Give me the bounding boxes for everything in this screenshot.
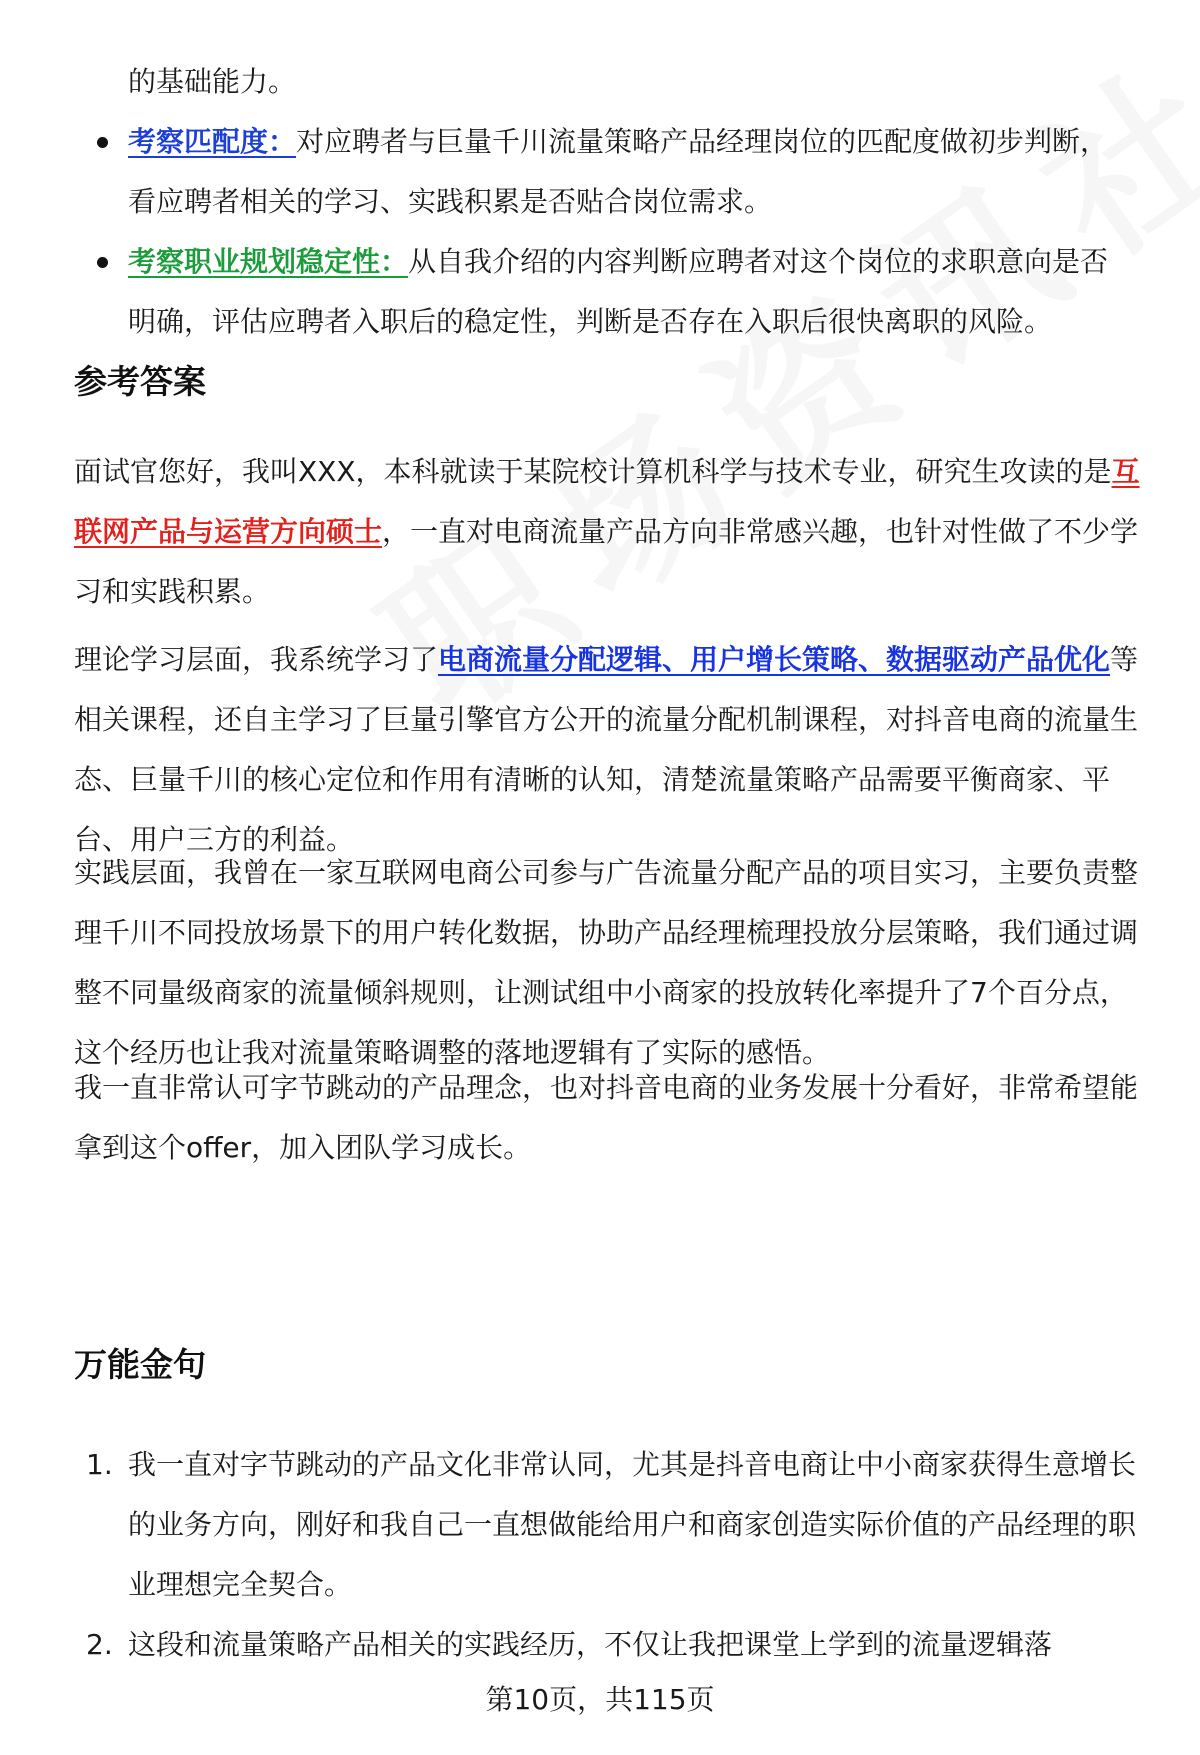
- list-number: 1.: [86, 1448, 113, 1481]
- previous-bullet-tail: 的基础能力。: [128, 65, 297, 98]
- answer-paragraph-closing: 我一直非常认可字节跳动的产品理念，也对抖音电商的业务发展十分看好，非常希望能拿到这个offer，加入团队学习成长。: [74, 1071, 1139, 1164]
- list-item: [74, 1615, 1149, 1675]
- paragraph-text: 理论学习层面，我系统学习了: [74, 643, 439, 676]
- list-item-text: 我一直对字节跳动的产品文化非常认同，尤其是抖音电商让中小商家获得生意增长的业务方向，刚好和我自己一直想做能给用户和商家创造实际价值的产品经理的职业理想完全契合。: [128, 1448, 1137, 1601]
- paragraph-text: 等相关课程，还自主学习了巨量引擎官方公开的流量分配机制课程，对抖音电商的流量生态、巨量千川的核心定位和作用有清晰的认知，清楚流量策略产品需要平衡商家、平台、用户三方的利益。: [74, 643, 1139, 856]
- paragraph-text: 面试官您好，我叫XXX，本科就读于某院校计算机科学与技术专业，研究生攻读的是: [74, 455, 1112, 488]
- highlight-courses: 电商流量分配逻辑、用户增长策略、数据驱动产品优化: [438, 643, 1111, 676]
- list-item: [74, 1435, 1149, 1615]
- answer-paragraph-intro: [74, 442, 1149, 622]
- answer-paragraph-practice: 实践层面，我曾在一家互联网电商公司参与广告流量分配产品的项目实习，主要负责整理千川不同投放场景下的用户转化数据，协助产品经理梳理投放分层策略，我们通过调整不同量级商家的流量倾斜规则，让测试组中小商家的投放转化率提升了7个百分点，这个经历也让我对流量策略调整的落地逻辑有了实际的感悟。: [74, 856, 1139, 1069]
- assessment-list: [74, 52, 1134, 352]
- paragraph-text: ，一直对电商流量产品方向非常感兴趣，也针对性做了不少学习和实践积累。: [74, 515, 1139, 608]
- list-number: 2.: [86, 1628, 113, 1661]
- bullet-text: 从自我介绍的内容判断应聘者对这个岗位的求职意向是否明确，评估应聘者入职后的稳定性，判断是否存在入职后很快离职的风险。: [128, 245, 1109, 338]
- bullet-match: [74, 112, 1134, 232]
- bullet-stability: [74, 232, 1134, 352]
- highlight-degree: 互联网产品与运营方向硕士: [74, 455, 1140, 548]
- bullet-dot-icon: [97, 257, 108, 268]
- bullet-label: 考察匹配度：: [128, 125, 297, 158]
- bullet-dot-icon: [97, 137, 108, 148]
- bullet-label: 考察职业规划稳定性：: [128, 245, 409, 278]
- list-item-text: 这段和流量策略产品相关的实践经历，不仅让我把课堂上学到的流量逻辑落: [128, 1628, 1053, 1661]
- bullet-text: 对应聘者与巨量千川流量策略产品经理岗位的匹配度做初步判断，看应聘者相关的学习、实践积累是否贴合岗位需求。: [128, 125, 1109, 218]
- section-heading-golden: 万能金句: [74, 1345, 206, 1384]
- section-heading-answer: 参考答案: [74, 362, 206, 401]
- answer-paragraph-theory: [74, 630, 1149, 870]
- page-number: 第10页，共115页: [485, 1683, 715, 1716]
- golden-sentence-list: [74, 1435, 1149, 1675]
